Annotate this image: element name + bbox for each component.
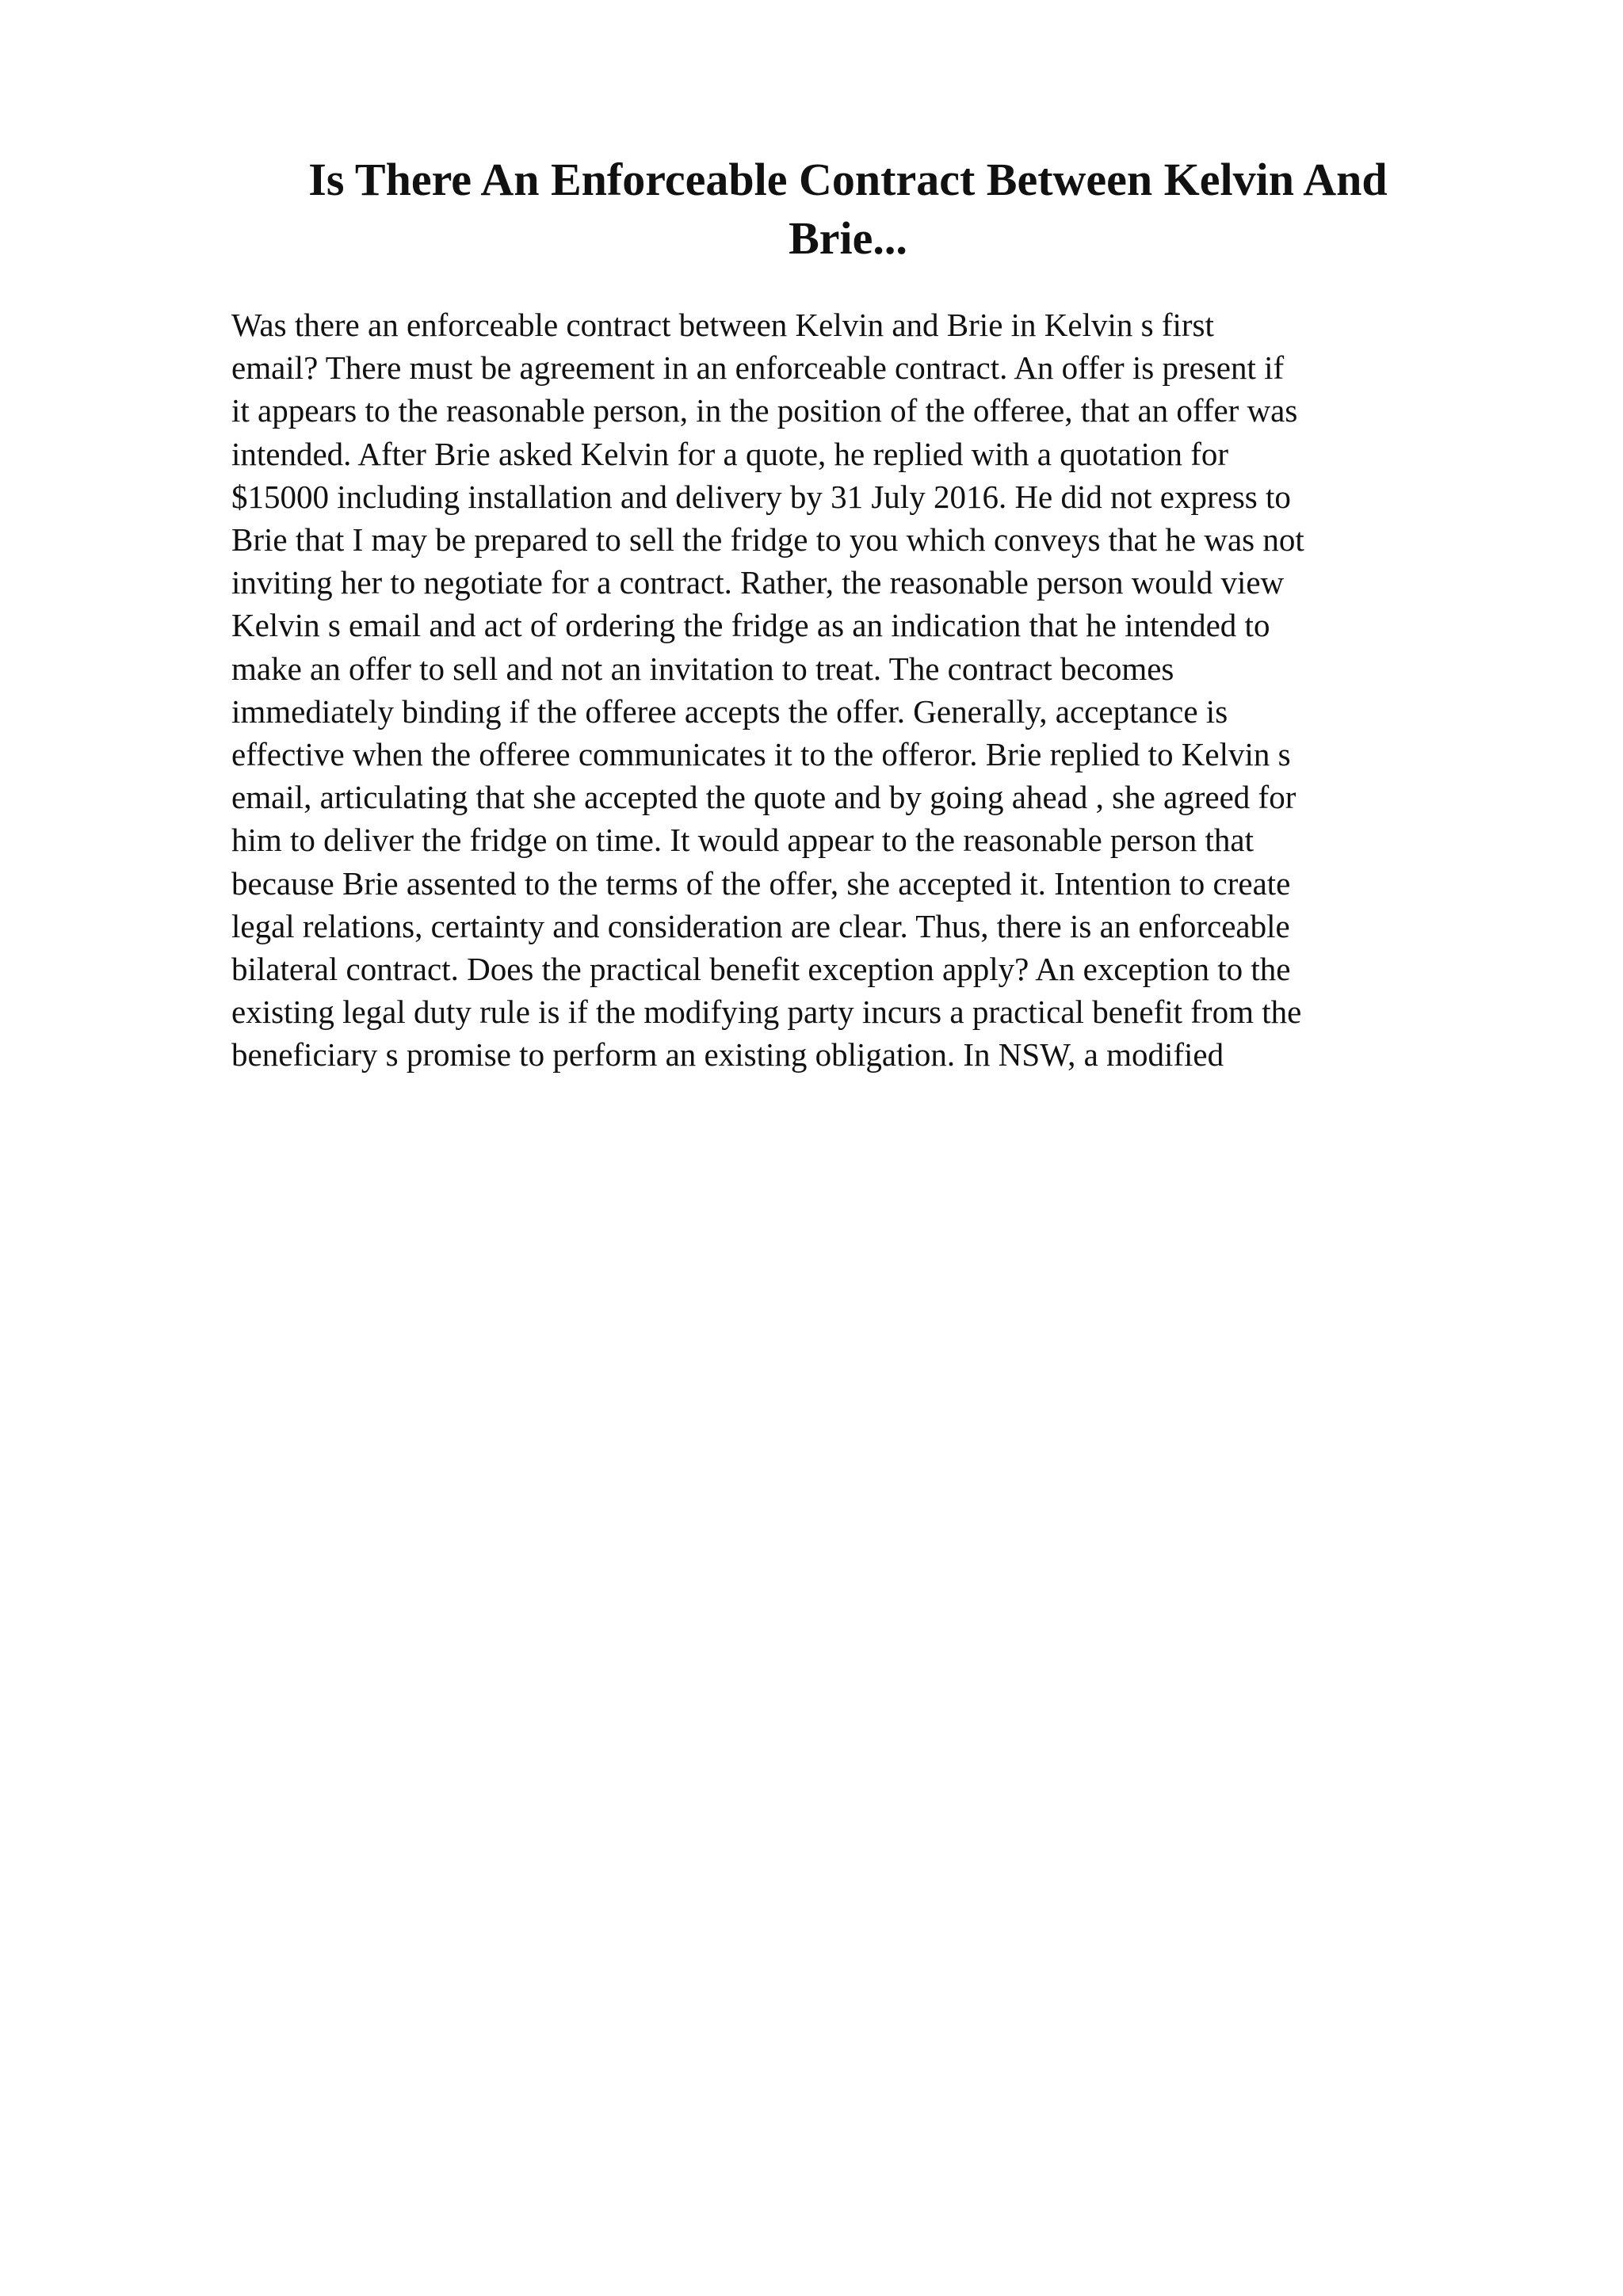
body-line-10: immediately binding if the offeree accepts the offer. Generally, acceptance is bbox=[231, 692, 1228, 730]
title-line-2: Brie... bbox=[789, 212, 907, 264]
body-line-3: it appears to the reasonable person, in the position of the offeree, that an offer was bbox=[231, 392, 1298, 429]
body-line-17: existing legal duty rule is if the modifying party incurs a practical benefit from the bbox=[231, 994, 1302, 1031]
body-line-11: effective when the offeree communicates it to the offeror. Brie replied to Kelvin s bbox=[231, 736, 1291, 773]
document-title bbox=[230, 151, 1466, 268]
body-line-18: beneficiary s promise to perform an existing obligation. In NSW, a modified bbox=[231, 1036, 1224, 1074]
body-line-13: him to deliver the fridge on time. It would appear to the reasonable person that bbox=[231, 822, 1254, 859]
body-line-9: make an offer to sell and not an invitation to treat. The contract becomes bbox=[231, 650, 1174, 687]
document-body bbox=[231, 303, 1468, 1077]
body-line-5: $15000 including installation and delivery by 31 July 2016. He did not express to bbox=[231, 478, 1291, 515]
body-line-4: intended. After Brie asked Kelvin for a quote, he replied with a quotation for bbox=[231, 435, 1229, 472]
body-line-7: inviting her to negotiate for a contract. Rather, the reasonable person would view bbox=[231, 564, 1285, 601]
body-line-15: legal relations, certainty and consideration are clear. Thus, there is an enforceable bbox=[231, 907, 1290, 944]
body-line-1: Was there an enforceable contract between Kelvin and Brie in Kelvin s first bbox=[231, 307, 1214, 343]
title-line-1: Is There An Enforceable Contract Between Kelvin And bbox=[308, 154, 1388, 205]
body-line-16: bilateral contract. Does the practical benefit exception apply? An exception to the bbox=[231, 951, 1291, 988]
body-line-2: email? There must be agreement in an enforceable contract. An offer is present if bbox=[231, 349, 1285, 387]
body-line-14: because Brie assented to the terms of the offer, she accepted it. Intention to create bbox=[231, 864, 1291, 902]
body-line-8: Kelvin s email and act of ordering the fridge as an indication that he intended to bbox=[231, 607, 1270, 644]
body-line-6: Brie that I may be prepared to sell the fridge to you which conveys that he was not bbox=[231, 521, 1304, 559]
body-line-12: email, articulating that she accepted the quote and by going ahead , she agreed for bbox=[231, 779, 1296, 816]
